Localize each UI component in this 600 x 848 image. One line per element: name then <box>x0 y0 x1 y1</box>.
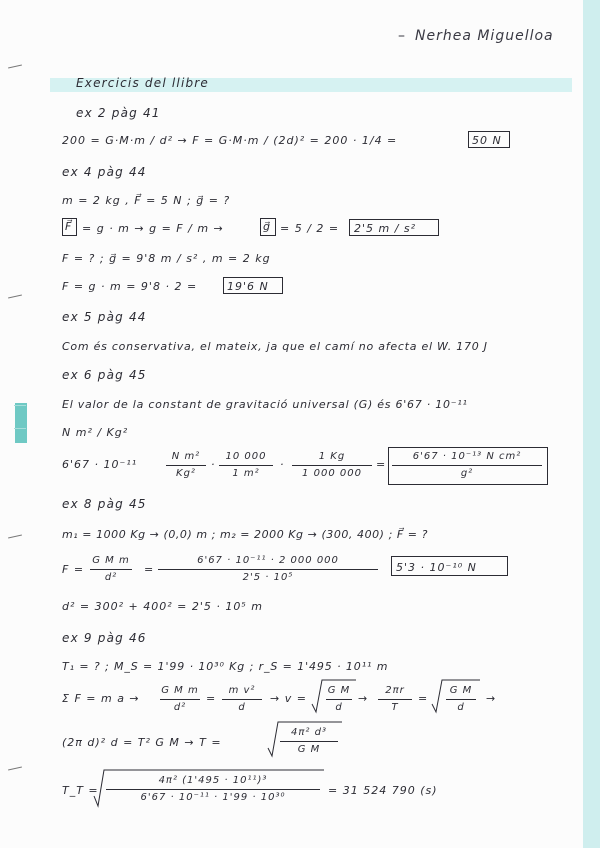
ex8-fraction-2-numerator: 6'67 · 10⁻¹¹ · 2 000 000 <box>197 555 339 566</box>
ex9-fraction-3-numerator: 2πr <box>385 685 405 696</box>
ex6-heading: ex 6 pàg 45 <box>62 368 147 382</box>
ex8-lhs: F = <box>62 563 85 576</box>
ex4-force-symbol: F⃗ <box>65 220 73 233</box>
sqrt-sign-2 <box>432 680 480 712</box>
ex9-sqrt-2-numerator: G M <box>449 685 473 696</box>
ex9-fraction-1-numerator: G M m <box>161 685 199 696</box>
ex6-fraction-3-denominator: 1 000 000 <box>302 468 362 479</box>
ex9-sqrt-1-denominator: d <box>335 702 343 713</box>
ex9-fraction-2-denominator: d <box>238 702 246 713</box>
ex9-fraction-2-numerator: m v² <box>228 685 256 696</box>
ex9-fraction-3-denominator: T <box>391 702 399 713</box>
ex2-result: 50 N <box>472 134 502 147</box>
ex9-fraction-1-denominator: d² <box>173 702 187 713</box>
ex6-fraction-2-numerator: 10 000 <box>225 451 267 462</box>
ex9-heading: ex 9 pàg 46 <box>62 631 147 645</box>
ex4-equation-1: = g · m → g = F / m → <box>82 222 224 235</box>
ex9-sqrt-3-denominator: G M <box>297 744 321 755</box>
ex9-period-lhs: T_T = <box>62 784 99 797</box>
ex4-heading: ex 4 pàg 44 <box>62 165 147 179</box>
sqrt-sign-4 <box>94 770 324 806</box>
author-dash: – <box>398 28 405 44</box>
ex9-sqrt-4-denominator: 6'67 · 10⁻¹¹ · 1'99 · 10³⁰ <box>140 792 286 803</box>
ex6-result-denominator: g² <box>460 468 474 479</box>
ex6-fraction-2-denominator: 1 m² <box>232 468 260 479</box>
author-name: Nerhea Miguelloa <box>415 28 554 44</box>
ex4-result-2: 19'6 N <box>227 280 269 293</box>
ex6-fraction-1-denominator: Kg² <box>176 468 196 479</box>
ex4-equation-2: F = g · m = 9'8 · 2 = <box>62 280 198 293</box>
ex9-sqrt-3-numerator: 4π² d³ <box>291 727 327 738</box>
ex9-arrow-2: → <box>486 692 497 705</box>
ex9-sqrt-4-numerator: 4π² (1'495 · 10¹¹)³ <box>158 775 268 786</box>
ex4-equation-1-mid: = 5 / 2 = <box>280 222 340 235</box>
ex2-heading: ex 2 pàg 41 <box>76 106 161 120</box>
ex6-units: N m² / Kg² <box>62 426 129 439</box>
ex6-fraction-3-numerator: 1 Kg <box>318 451 346 462</box>
page-title: Exercicis del llibre <box>76 76 210 90</box>
ex8-heading: ex 8 pàg 45 <box>62 497 147 511</box>
ex6-lhs: 6'67 · 10⁻¹¹ <box>62 458 138 471</box>
ex8-fraction-1-numerator: G M m <box>92 555 130 566</box>
ex5-text: Com és conservativa, el mateix, ja que el camí no afecta el W. 170 J <box>62 340 488 353</box>
ex9-given: T₁ = ? ; M_S = 1'99 · 10³⁰ Kg ; r_S = 1'495 · 10¹¹ m <box>62 660 389 673</box>
ex9-sqrt-2-denominator: d <box>457 702 465 713</box>
ex4-given-2: F = ? ; g⃗ = 9'8 m / s² , m = 2 kg <box>62 252 271 265</box>
ex5-heading: ex 5 pàg 44 <box>62 310 147 324</box>
ex9-equals-2: = <box>418 692 429 705</box>
ex6-dot-2: · <box>280 458 285 471</box>
ex8-equals: = <box>144 563 155 576</box>
ex6-fraction-1-numerator: N m² <box>171 451 201 462</box>
ex4-result-1: 2'5 m / s² <box>354 222 417 235</box>
ex8-result: 5'3 · 10⁻¹⁰ N <box>396 561 477 574</box>
ex8-distance: d² = 300² + 400² = 2'5 · 10⁵ m <box>62 600 263 613</box>
ex2-equation: 200 = G·M·m / d² → F = G·M·m / (2d)² = 200 · 1/4 = <box>62 134 398 147</box>
ex8-fraction-1-denominator: d² <box>104 572 118 583</box>
ex6-dot-1: · <box>211 458 216 471</box>
ex4-g-symbol: g⃗ <box>263 220 271 233</box>
sqrt-sign-3 <box>268 722 342 756</box>
ex8-given: m₁ = 1000 Kg → (0,0) m ; m₂ = 2000 Kg → (300, 400) ; F⃗ = ? <box>62 528 428 541</box>
ex4-given: m = 2 kg , F⃗ = 5 N ; g⃗ = ? <box>62 194 231 207</box>
ex6-equals: = <box>376 458 387 471</box>
ex9-equals-1: = <box>206 692 217 705</box>
ex9-newton: Σ F = m a → <box>62 692 140 705</box>
sqrt-sign-1 <box>312 680 356 712</box>
ex9-period-equation: (2π d)² d = T² G M → T = <box>62 736 222 749</box>
ex9-sqrt-1-numerator: G M <box>327 685 351 696</box>
ex9-velocity: → v = <box>270 692 307 705</box>
ex8-fraction-2-denominator: 2'5 · 10⁵ <box>242 572 294 583</box>
ex9-period-result: = 31 524 790 (s) <box>328 784 438 797</box>
ex6-result-numerator: 6'67 · 10⁻¹³ N cm² <box>412 451 522 462</box>
ex9-arrow-1: → <box>358 692 369 705</box>
ex6-text: El valor de la constant de gravitació universal (G) és 6'67 · 10⁻¹¹ <box>62 398 468 411</box>
